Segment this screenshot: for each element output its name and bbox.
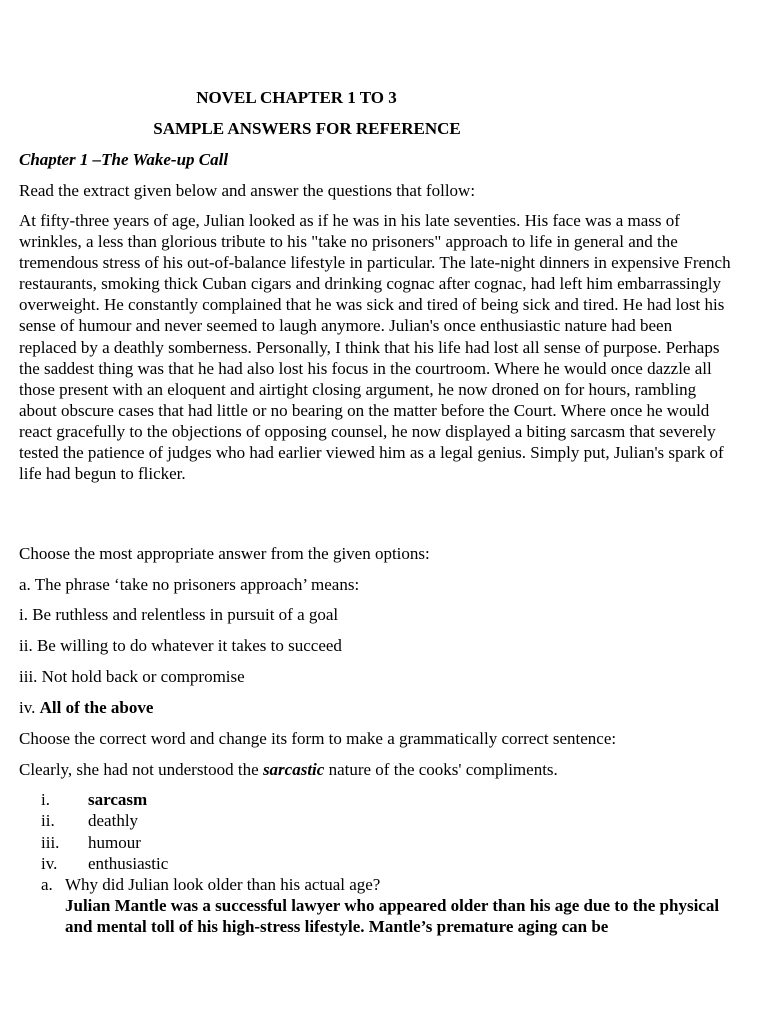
question-b-answer: Julian Mantle was a successful lawyer who appeared older than his age due to the physical and mental toll of his high-stress lifestyle. Mantle’s premature aging can be: [65, 896, 720, 936]
word-option-num: iii.: [41, 833, 60, 852]
word-option-num: iv.: [41, 854, 58, 873]
extract-paragraph: At fifty-three years of age, Julian looked as if he was in his late seventies. His face was a mass of wrinkles, a less than glorious tribute to his "take no prisoners" approach to life in general and the tremendous stress of his out-of-balance lifestyle in particular. The late-night dinners in expensive French restaurants, smoking thick Cuban cigars and drinking cognac after cognac, had left him embarrassingly overweight. He constantly complained that he was sick and tired of being sick and tired. He had lost his sense of humour and never seemed to laugh anymore. Julian's once enthusiastic nature had been replaced by a deathly somberness. Personally, I think that his life had lost all sense of purpose. Perhaps the saddest thing was that he had also lost his focus in the courtroom. Where he would once dazzle all those present with an eloquent and airtight closing argument, he now droned on for hours, rambling about obscure cases that had little or no bearing on the matter before the Court. Where once he would react gracefully to the objections of opposing counsel, he now displayed a biting sarcasm that severely tested the patience of judges who had earlier viewed him as a legal genius. Simply put, Julian's spark of life had begun to flicker.: [19, 211, 731, 484]
word-option-num: ii.: [41, 811, 55, 830]
option-iii: iii. Not hold back or compromise: [19, 667, 245, 686]
chapter-heading: Chapter 1 –The Wake-up Call: [19, 150, 229, 169]
read-instruction: Read the extract given below and answer the questions that follow:: [19, 181, 476, 200]
question-b-num: a.: [41, 875, 53, 894]
choose-instruction: Choose the most appropriate answer from the given options:: [19, 544, 430, 563]
option-i: i. Be ruthless and relentless in pursuit of a goal: [19, 605, 339, 624]
question-b-text: Why did Julian look older than his actual age?: [65, 875, 381, 894]
word-option-text: deathly: [88, 811, 139, 830]
word-option-text: humour: [88, 833, 141, 852]
word-option-text: sarcasm: [88, 790, 148, 809]
question-a: a. The phrase ‘take no prisoners approach’ means:: [19, 575, 360, 594]
sentence-emphasis: sarcastic: [262, 760, 325, 779]
option-iv-answer: All of the above: [39, 698, 154, 717]
page-subtitle: SAMPLE ANSWERS FOR REFERENCE: [153, 119, 461, 138]
option-iv: [19, 697, 153, 718]
sentence-before: Clearly, she had not understood the: [19, 760, 263, 779]
page-title: NOVEL CHAPTER 1 TO 3: [196, 88, 397, 107]
form-instruction: Choose the correct word and change its form to make a grammatically correct sentence:: [19, 729, 617, 748]
example-sentence: [19, 759, 558, 780]
option-ii: ii. Be willing to do whatever it takes to succeed: [19, 636, 342, 655]
word-option-text: enthusiastic: [88, 854, 169, 873]
option-iv-prefix: iv.: [19, 698, 40, 717]
word-option-num: i.: [41, 790, 50, 809]
sentence-after: nature of the cooks' compliments.: [324, 760, 558, 779]
